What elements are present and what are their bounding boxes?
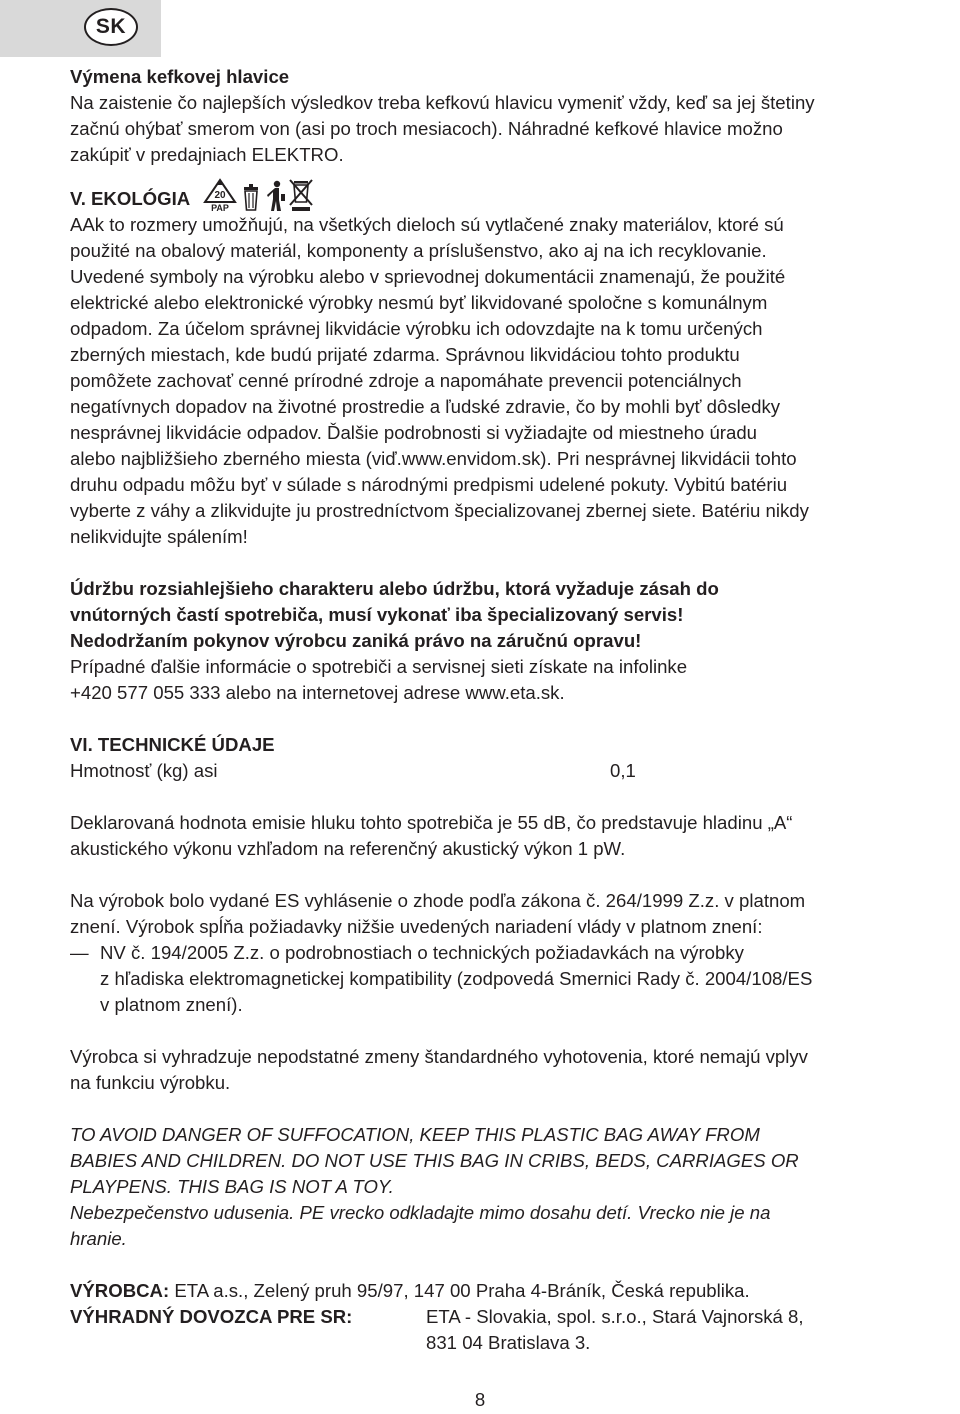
service-warning-line: Nedodržaním pokynov výrobcu zaniká právo na záručnú opravu! [70,630,642,651]
noise-line: akustického výkonu vzhľadom na referenčný akustický výkon 1 pW. [70,838,626,859]
bin-icon [240,182,262,212]
warning-line: TO AVOID DANGER OF SUFFOCATION, KEEP THIS PLASTIC BAG AWAY FROM [70,1124,760,1145]
person-disposal-icon [264,180,286,212]
technical-heading: VI. TECHNICKÉ ÚDAJE [70,734,275,755]
recycle-number: 20 [214,190,226,201]
ecology-line: zberných miestach, kde budú prijaté zdarma. Správnou likvidáciou tohto produktu [70,344,740,365]
warning-line: BABIES AND CHILDREN. DO NOT USE THIS BAG IN CRIBS, BEDS, CARRIAGES OR [70,1150,799,1171]
ecology-line: vyberte z váhy a zlikvidujte ju prostredníctvom špecializovanej zbernej siete. Batériu nikdy [70,500,809,521]
ecology-line: alebo najbližšieho zberného miesta (viď.www.envidom.sk). Pri nesprávnej likvidácii tohto [70,448,797,469]
spacer [70,784,950,810]
ecology-line: negatívnych dopadov na životné prostredie a ľudské zdravie, čo by mohli byť dôsledky [70,396,781,417]
recycle-code: PAP [211,203,230,212]
ecology-heading: V. EKOLÓGIA [70,188,191,209]
dash-bullet: — [70,942,89,963]
language-badge-label: SK [95,15,127,38]
page-number: 8 [474,1389,486,1410]
es-declaration-line: znení. Výrobok spĺňa požiadavky nižšie uvedených nariadení vlády v platnom znení: [70,916,763,937]
manufacturer-line [70,1278,950,1304]
weight-spec-row [70,758,950,784]
ecology-line: Uvedené symboly na výrobku alebo v sprievodnej dokumentácii znamenajú, že použité [70,266,786,287]
importer-address-line: ETA - Slovakia, spol. s.r.o., Stará Vajnorská 8, [426,1306,804,1327]
language-tab [0,0,161,57]
spacer [70,1096,950,1122]
importer-label: VÝHRADNÝ DOVOZCA PRE SR: [70,1306,353,1327]
warning-line: Nebezpečenstvo udusenia. PE vrecko odkladajte mimo dosahu detí. Vrecko nie je na [70,1202,771,1223]
brush-title: Výmena kefkovej hlavice [70,66,290,87]
regulation-text [100,940,950,1018]
service-info-line: Prípadné ďalšie informácie o spotrebiči a servisnej sieti získate na infolinke [70,656,688,677]
importer-address-line: 831 04 Bratislava 3. [426,1332,591,1353]
spacer [70,1018,950,1044]
service-warning-line: vnútorných častí spotrebiča, musí vykonať iba špecializovaný servis! [70,604,684,625]
ecology-line: elektrické alebo elektronické výrobky nesmú byť likvidované spoločne s komunálnym [70,292,768,313]
regulation-line: NV č. 194/2005 Z.z. o podrobnostiach o technických požiadavkách na výrobky [100,942,744,963]
language-badge [84,8,138,46]
weight-value: 0,1 [610,760,636,781]
service-warning-line: Údržbu rozsiahlejšieho charakteru alebo údržbu, ktorá vyžaduje zásah do [70,578,719,599]
spacer [70,1252,950,1278]
ecology-line: nelikvidujte spálením! [70,526,248,547]
recycle-pap-20-icon [202,178,238,212]
ecology-line: použité na obalový materiál, komponenty a príslušenstvo, ako aj na ich recyklovanie. [70,240,767,261]
brush-line: zakúpiť v predajniach ELEKTRO. [70,144,344,165]
page-content [70,64,950,1356]
ecology-line: AAk to rozmery umožňujú, na všetkých dieloch sú vytlačené znaky materiálov, ktoré sú [70,214,784,235]
spacer [70,706,950,732]
regulation-line: v platnom znení). [100,994,243,1015]
brush-line: Na zaistenie čo najlepších výsledkov treba kefkovú hlavicu vymeniť vždy, keď sa jej štetiny [70,92,815,113]
ecology-line: druhu odpadu môžu byť v súlade s národnými predpismi udelené pokuty. Vybitú batériu [70,474,788,495]
manufacturer-text: ETA a.s., Zelený pruh 95/97, 147 00 Praha 4-Bráník, Česká republika. [169,1280,750,1301]
noise-line: Deklarovaná hodnota emisie hluku tohto spotrebiča je 55 dB, čo predstavuje hladinu „A“ [70,812,793,833]
spacer [70,550,950,576]
service-info-line: +420 577 055 333 alebo na internetovej adrese www.eta.sk. [70,682,565,703]
spacer [70,862,950,888]
ecology-icons [202,178,314,212]
brush-line: začnú ohýbať smerom von (asi po troch mesiacoch). Náhradné kefkové hlavice možno [70,118,783,139]
ecology-line: pomôžete zachovať cenné prírodné zdroje a napomáhate prevencii potenciálnych [70,370,742,391]
warning-line: PLAYPENS. THIS BAG IS NOT A TOY. [70,1176,394,1197]
ecology-heading-row [70,168,950,212]
ecology-line: nesprávnej likvidácie odpadov. Ďalšie podrobnosti si vyžiadajte od miestneho úradu [70,422,757,443]
regulation-item [70,940,950,1018]
manufacturer-label: VÝROBCA: [70,1280,170,1301]
importer-address [426,1304,950,1356]
warning-line: hranie. [70,1228,127,1249]
crossed-bin-icon [288,178,314,212]
weight-label: Hmotnosť (kg) asi [70,760,218,781]
ecology-line: odpadom. Za účelom správnej likvidácie výrobku ich odovzdajte na k tomu určených [70,318,763,339]
importer-row [70,1304,950,1356]
reserve-line: Výrobca si vyhradzuje nepodstatné zmeny štandardného vyhotovenia, ktoré nemajú vplyv [70,1046,808,1067]
reserve-line: na funkciu výrobku. [70,1072,231,1093]
regulation-line: z hľadiska elektromagnetickej kompatibility (zodpovedá Smernici Rady č. 2004/108/ES [100,968,813,989]
es-declaration-line: Na výrobok bolo vydané ES vyhlásenie o zhode podľa zákona č. 264/1999 Z.z. v platnom [70,890,806,911]
